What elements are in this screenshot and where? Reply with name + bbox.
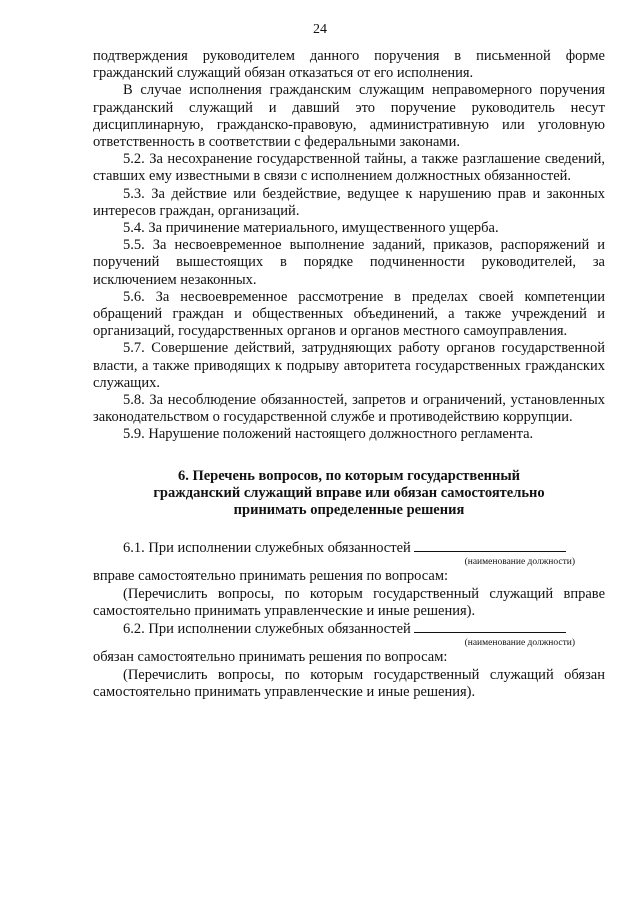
- clause-5-4: 5.4. За причинение материального, имущественного ущерба.: [123, 220, 499, 237]
- clause-5-2: 5.2. За несохранение государственной тайны, а также разглашение сведений, ставших ему известными в связи с исполнением должностных обязанностей.: [93, 151, 605, 185]
- section-heading-line: принимать определенные решения: [233, 502, 465, 519]
- clause-6-1-continuation: вправе самостоятельно принимать решения по вопросам:: [93, 568, 449, 585]
- clause-5-7: 5.7. Совершение действий, затрудняющих работу органов государственной власти, а также приводящих к подрыву авторитета государственных гражданских служащих.: [93, 340, 605, 391]
- clause-6-2-lead: [93, 620, 605, 638]
- position-blank-line: [414, 620, 566, 633]
- clause-5-9: 5.9. Нарушение положений настоящего должностного регламента.: [123, 426, 534, 443]
- clause-5-3: 5.3. За действие или бездействие, ведущее к нарушению прав и законных интересов граждан, организаций.: [93, 185, 605, 219]
- clause-5-6: 5.6. За несвоевременное рассмотрение в пределах своей компетенции обращений граждан и общественных объединений, а также учреждений и организаций, государственных органов и органов местного самоуправления.: [93, 288, 605, 340]
- position-caption: (наименование должности): [464, 638, 575, 649]
- section-heading-line: 6. Перечень вопросов, по которым государственный: [177, 467, 521, 484]
- clause-6-1-note: (Перечислить вопросы, по которым государственный служащий вправе самостоятельно принимать управленческие и иные решения).: [93, 585, 605, 619]
- clause-6-2-note: (Перечислить вопросы, по которым государственный служащий обязан самостоятельно принимать управленческие и иные решения).: [93, 666, 605, 700]
- paragraph-continuation: подтверждения руководителем данного поручения в письменной форме гражданский служащий обязан отказаться от его исполнения.: [93, 48, 605, 82]
- clause-5-5: 5.5. За несвоевременное выполнение заданий, приказов, распоряжений и поручений вышестоящих в порядке подчиненности руководителей, за исключением незаконных.: [93, 237, 605, 288]
- document-body: [93, 48, 605, 701]
- clause-6-1-lead: [93, 539, 605, 557]
- position-blank-line: [414, 539, 566, 552]
- clause-6-2-continuation: обязан самостоятельно принимать решения по вопросам:: [93, 649, 448, 666]
- section-heading-line: гражданский служащий вправе или обязан самостоятельно: [153, 484, 545, 501]
- clause-6-2-text: 6.2. При исполнении служебных обязанностей: [123, 621, 411, 638]
- paragraph-liability: В случае исполнения гражданским служащим неправомерного поручения гражданский служащий и давший это поручение руководитель несут дисциплинарную, гражданско-правовую, административную или уголовную ответственность в соответствии с федеральными законами.: [93, 82, 605, 151]
- page-number: 24: [313, 22, 327, 37]
- position-caption: (наименование должности): [464, 557, 575, 568]
- clause-6-1-text: 6.1. При исполнении служебных обязанностей: [123, 540, 411, 557]
- section-6-heading: [93, 468, 605, 520]
- clause-5-8: 5.8. За несоблюдение обязанностей, запретов и ограничений, установленных законодательством о государственной службе и противодействию коррупции.: [93, 392, 605, 426]
